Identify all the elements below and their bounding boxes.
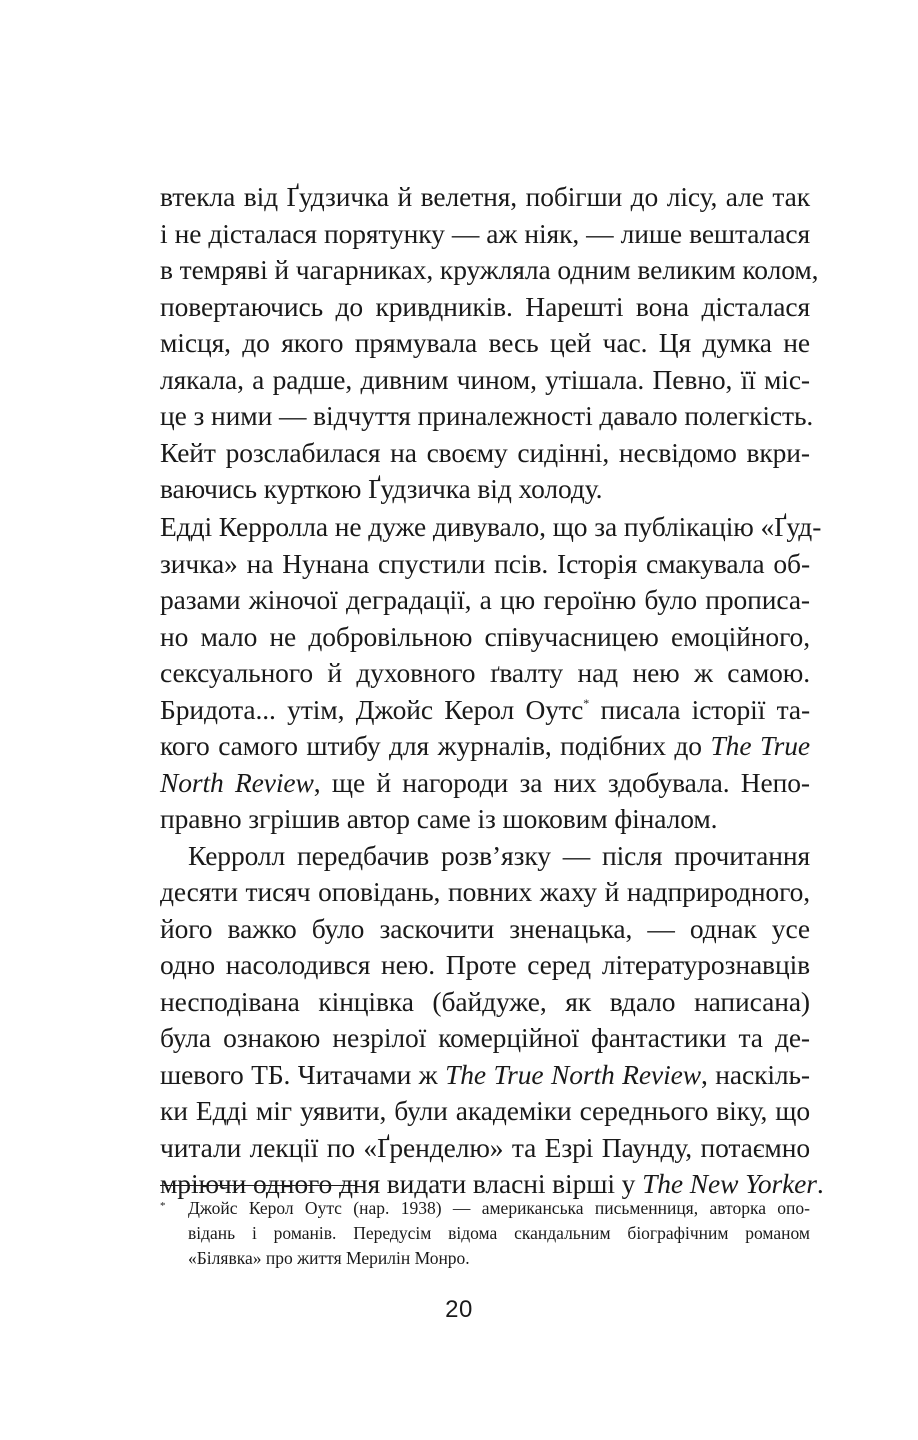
text-run: Бридота... утім, Джойс Керол Оутс	[160, 693, 584, 725]
text-line: но мало не добровільною співучасницею емоційного,	[160, 620, 810, 652]
text-line: його важко було заскочити зненацька, — однак усе	[160, 912, 810, 944]
paragraph-continued	[160, 179, 819, 508]
text-line: повертаючись до кривдників. Нарешті вона дісталася	[160, 290, 810, 322]
journal-title: North Review	[160, 766, 314, 798]
text-line: сексуального й духовного ґвалту над нею ж самою.	[160, 657, 810, 688]
page-number: 20	[445, 1296, 473, 1323]
footnote-divider	[160, 1185, 356, 1186]
text-line: Кейт розслабилася на своєму сидінні, несвідомо вкри-	[160, 436, 810, 468]
text-line	[160, 765, 810, 802]
text-line	[160, 1057, 810, 1094]
text-run: , наскіль-	[700, 1058, 810, 1090]
text-line	[160, 728, 810, 765]
magazine-title: The New Yorker	[642, 1168, 817, 1199]
footnote-line: Джойс Керол Оутс (нар. 1938) — американська письменниця, авторка опо-	[188, 1198, 810, 1218]
footnote-line: «Білявка» про життя Мерилін Монро.	[188, 1248, 470, 1268]
text-line: зичка» на Нунана спустили псів. Історія смакувала об-	[160, 547, 810, 579]
text-run: шевого ТБ. Читачами ж	[160, 1058, 446, 1090]
footnote	[160, 1196, 810, 1271]
text-run: кого самого штибу для журналів, подібних до	[160, 730, 711, 761]
text-line: одно насолодився нею. Проте серед літературознавців	[160, 949, 810, 980]
footnote-reference[interactable]: *	[583, 695, 590, 710]
footnote-line: відань і романів. Передусім відома скандальним біографічним романом	[188, 1223, 810, 1243]
text-run: мріючи одного дня видати власні вірші у	[160, 1168, 643, 1199]
text-line: в темряві й чагарниках, кружляла одним великим колом,	[160, 254, 819, 285]
text-line: ваючись курткою Ґудзичка від холоду.	[160, 473, 603, 504]
text-line: Едді Керролла не дуже дивувало, що за публікацію «Ґуд-	[160, 511, 822, 542]
text-line: це з ними — відчуття приналежності давало полегкість.	[160, 400, 814, 431]
text-run: писала історії та-	[589, 693, 811, 725]
text-line: і не дісталася порятунку — аж ніяк, — лише вешталася	[160, 217, 810, 249]
footnote-mark: *	[160, 1200, 166, 1212]
main-body-text	[160, 509, 824, 1203]
text-run: .	[816, 1168, 824, 1199]
text-line: разами жіночої деградації, а цю героїню було прописа-	[160, 584, 810, 615]
text-line: місця, до якого прямувала весь цей час. Ця думка не	[160, 327, 810, 358]
text-line: читали лекції по «Ґренделю» та Езрі Паунду, потаємно	[160, 1131, 810, 1163]
text-line	[160, 692, 810, 729]
text-run: , ще й нагороди за них здобувала. Непо-	[313, 766, 810, 798]
journal-title: The True	[710, 730, 810, 761]
text-line: правно згрішив автор саме із шоковим фіналом.	[160, 803, 718, 834]
text-line: втекла від Ґудзичка й велетня, побігши до лісу, але так	[160, 181, 810, 212]
footnote-text	[188, 1196, 810, 1271]
text-line: була ознакою незрілої комерційної фантастики та де-	[160, 1022, 810, 1053]
text-line: десяти тисяч оповідань, повних жаху й надприродного,	[160, 876, 810, 907]
text-line: лякала, а радше, дивним чином, утішала. Певно, її міс-	[160, 363, 810, 395]
text-line: ки Едді міг уявити, були академіки середнього віку, що	[160, 1095, 810, 1126]
text-line: несподівана кінцівка (байдуже, як вдало написана)	[160, 985, 810, 1017]
journal-title: The True North Review	[445, 1058, 701, 1090]
text-line: Керролл передбачив розв’язку — після прочитання	[188, 839, 810, 871]
